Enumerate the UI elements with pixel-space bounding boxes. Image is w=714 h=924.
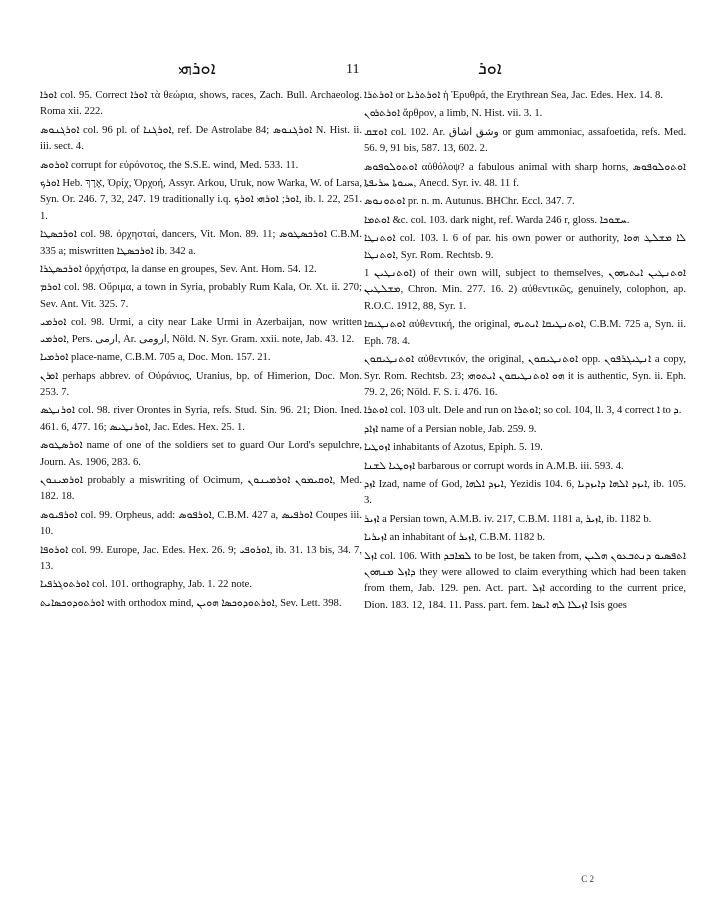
dictionary-entry: ܐܘܪܐ col. 95. Correct ܐܘܪܐ τὰ θεώρια, shows, races, Zach. Bull. Archaeolog. Roma xii. 222. bbox=[40, 90, 362, 118]
dictionary-entry: ܐܙܘܛܝܐ inhabitants of Azotus, Epiph. 5. 19. bbox=[364, 442, 543, 454]
running-head-right: ܐܘܪ bbox=[478, 58, 502, 79]
dictionary-entry: ܐܘܪܣܛܘܣ name of one of the soldiers set to guard Our Lord's sepulchre, Journ. As. 1906, 283. 6. bbox=[40, 440, 362, 468]
right-column bbox=[364, 88, 686, 616]
dictionary-entry: ܐܘܪܘܦܐ col. 99. Europe, Jac. Edes. Hex. 26. 9; ܐܘܪܘܦܝ, ib. 31. 13 bis, 34. 7, 13. bbox=[40, 544, 363, 572]
dictionary-entry: ܐܘܬܢܛܐ col. 103. l. 6 of par. his own power or authority, ܠܐ ܡܫܠܛ ܗܘܐ ܐܘܬܢܛܐ, Syr. Rom. Rechtsb. 9. bbox=[364, 233, 686, 261]
dictionary-entry: ܐܘܪܬܪܐ or ܐܘܪܬܪܝܐ ἡ Ἐρυθρά, the Erythrean Sea, Jac. Edes. Hex. 14. 8. bbox=[364, 90, 663, 101]
dictionary-entry: ܐܘܪܢ perhaps abbrev. of Οὐράνιος, Uranius, bp. of Himerion, Doc. Mon. 253. 7. bbox=[40, 370, 362, 398]
dictionary-entry: ܐܘܪܡܝ col. 98. Urmi, a city near Lake Urmi in Azerbaijan, now written ܐܘܪܡܝ, Pers. ارمی, Ar. ارومی, Nöld. N. Syr. Gram. xxii. note, Jab. 43. 12. bbox=[40, 317, 362, 345]
dictionary-entry: ܐܙܠ col. 106. With ܠܡܐܒܕ to be lost, be taken from, ܐܬܦܣܝܘ ܕܢܬܒܥܘܢ ܗܠܝܢ ܕܐܙܠ ܡܢܗܘܢ they were allowed to claim everything which had been taken from them, Jab. 129. pen. Act. part. ܐܙܠ according to the current price, Dion. 183. 12, 184. 11. Pass. part. fem. ܐܙܝܠܐ ܠܗ ܐܝܣܐ Isis goes bbox=[364, 550, 686, 611]
dictionary-entry: ܐܙܕ Izad, name of God, ܐܝܙܕ ܐܠܗܐ, Yezidis 104. 6, ܐܝܙܕ ܐܠܗܐ ܕܐܝܙܕܝܐ, ib. 105. 3. bbox=[364, 478, 687, 507]
dictionary-entry: ܐܘܪܦܝܘܣ col. 99. Orpheus, add: ܐܘܪܦܘܣ, C.B.M. 427 a, ܐܘܪܦܝܣ Coupes iii. 10. bbox=[40, 509, 363, 538]
signature-mark: C 2 bbox=[581, 874, 594, 884]
dictionary-entry: ܐܘܬܢܛܝܩܐ αὐθεντική, the original, ܐܘܬܢܛܝܩܐ ܐܝܬܝܗ, C.B.M. 725 a, Syn. ii. Eph. 78. 4. bbox=[364, 319, 686, 347]
dictionary-entry: ܐܘܪܓܢܘܣ col. 96 pl. of ܐܘܪܓܢܐ, ref. De Astrolabe 84; ܐܘܪܓܢܘܣ N. Hist. ii. iii. sect. 4. bbox=[40, 124, 363, 153]
dictionary-entry: ܐܘܬܢܛܝܩܘܢ αὐθεντικόν, the original, ܐܘܬܢܛܝܩܘܢ opp. ܐܢܛܝܓܪܦܘܢ a copy, Syr. Rom. Rechtsb. 23; ܗܘ ܐܘܬܢܛܝܩܘܢ ܐܝܬܘܗܝ it is authentic, Syn. ii. Eph. 79. 2, 26; Nöld. F. S. i. 476. 16. bbox=[364, 354, 686, 398]
dictionary-entry: ܐܘܪܬܘܓܪܦܝܐ col. 101. orthography, Jab. 1. 22 note. bbox=[40, 579, 253, 591]
dictionary-entry: ܐܘܫܩ col. 102. Ar. وشق اشاق or gum ammoniac, assafoetida, refs. Med. 56. 9, 91 bis, 587. 13, 602. 2. bbox=[364, 126, 686, 155]
page-number: 11 bbox=[346, 62, 360, 77]
dictionary-entry: ܐܙܝܪ a Persian town, A.M.B. iv. 217, C.B.M. 1181 a, ܐܙܝܪ, ib. 1182 b. bbox=[364, 513, 652, 525]
dictionary-entry: ܐܘܪܟܣܛܐ col. 98. ὀρχησταί, dancers, Vit. Mon. 89. 11; ܐܘܪܟܣܛܘܣ C.B.M. 335 a; miswritten ܐܘܪܟܣܛܐ ib. 342 a. bbox=[40, 229, 362, 257]
dictionary-entry: ܐܙܝܪܝܐ an inhabitant of ܐܙܝܪ, C.B.M. 1182 b. bbox=[364, 532, 546, 544]
dictionary-entry: ܐܘܪܢܛܣ col. 98. river Orontes in Syria, refs. Stud. Sin. 96. 21; Dion. Ined. 461. 6, 477. 16; ܐܘܪܢܛܝܣ, Jac. Edes. Hex. 25. 1. bbox=[40, 405, 362, 433]
left-column bbox=[40, 88, 362, 614]
dictionary-entry: ܐܘܪܘܣ corrupt for εὐρόνοτος, the S.S.E. wind, Med. 533. 11. bbox=[40, 159, 299, 171]
dictionary-entry: ܐܘܪܡܝܐ place-name, C.B.M. 705 a, Doc. Mon. 157. 21. bbox=[40, 352, 271, 364]
dictionary-entry: ܐܘܬܘܠܘܦܘܣ αὐθόλοψ? a fabulous animal with sharp horns, ܐܘܬܘܠܘܦܘܣ ܚܝܘܬܐ ܚܪܝܦܬܐ, Anecd. Syr. iv. 48. 11 f. bbox=[364, 161, 686, 190]
dictionary-entry: ܐܘܪܟ Heb. אֶרֶךְ, Ὀρίχ, Ὀρχοή, Assyr. Arkou, Uruk, now Warka, W. of Larsa, Syn. Or. 246. 7, 32, 247. 19 traditionally i.q. ܐܘܪ; ܐܘܪܗܝ ܐܘܪܟ, ib. l. 22, 251. 1. bbox=[40, 178, 362, 222]
dictionary-entry: ܐܘܬܢܛܝܢ 1) of their own will, subject to themselves, ܐܘܬܢܛܝܢ ܐܝܬܝܗܘܢ ܡܫܠܛܝܢ, Chron. Min. 277. 16. 2) αὐθεντικῶς, genuinely, colophon, ap. R.O.C. 1912, 88, Syr. 1. bbox=[364, 268, 687, 312]
dictionary-entry: ܐܘܬܘܢܘܣ pr. n. m. Autunus. BHChr. Eccl. 347. 7. bbox=[364, 196, 575, 208]
dictionary-entry: ܐܘܬܪܐ col. 103 ult. Dele and run on ܐܘܬܪܐ; so col. 104, ll. 3, 4 correct ܐ to ܕ. bbox=[364, 405, 682, 417]
running-head-left: ܐܘܪܗܝ bbox=[178, 58, 216, 79]
dictionary-entry: ܐܘܬܡܐ &c. col. 103. dark night, ref. Warda 246 r, gloss. ܚܫܘܟܐ. bbox=[364, 214, 630, 226]
dictionary-entry: ܐܘܪܡ col. 98. Οὔριμα, a town in Syria, probably Rum Kala, Or. Xt. ii. 270; Sev. Ant. Vit. 325. 7. bbox=[40, 282, 362, 310]
dictionary-entry: ܐܘܪܡܝܢܘܢ probably a miswriting of Ocimum, ܐܘܩܝܡܘܢ ܐܘܪܡܝܢܘܢ, Med. 182. 18. bbox=[40, 474, 362, 503]
dictionary-entry: ܐܘܪܬܘܕܘܟܣܐܝܬ with orthodox mind, ܐܘܪܬܘܕܘܟܣܐ ܗܘܝܢ, Sev. Lett. 398. bbox=[40, 597, 342, 609]
dictionary-entry: ܐܘܪܬܪܘܢ ἄρθρον, a limb, N. Hist. vii. 3. 1. bbox=[364, 108, 543, 120]
dictionary-entry: ܐܙܘܛܝܐ ܠܫܢܐ barbarous or corrupt words in A.M.B. iii. 593. 4. bbox=[364, 460, 624, 472]
dictionary-entry: ܐܙܐܕ name of a Persian noble, Jab. 259. 9. bbox=[364, 423, 537, 435]
dictionary-entry: ܐܘܪܟܣܛܪܐ ὀρχήστρα, la danse en groupes, Sev. Ant. Hom. 54. 12. bbox=[40, 264, 317, 276]
